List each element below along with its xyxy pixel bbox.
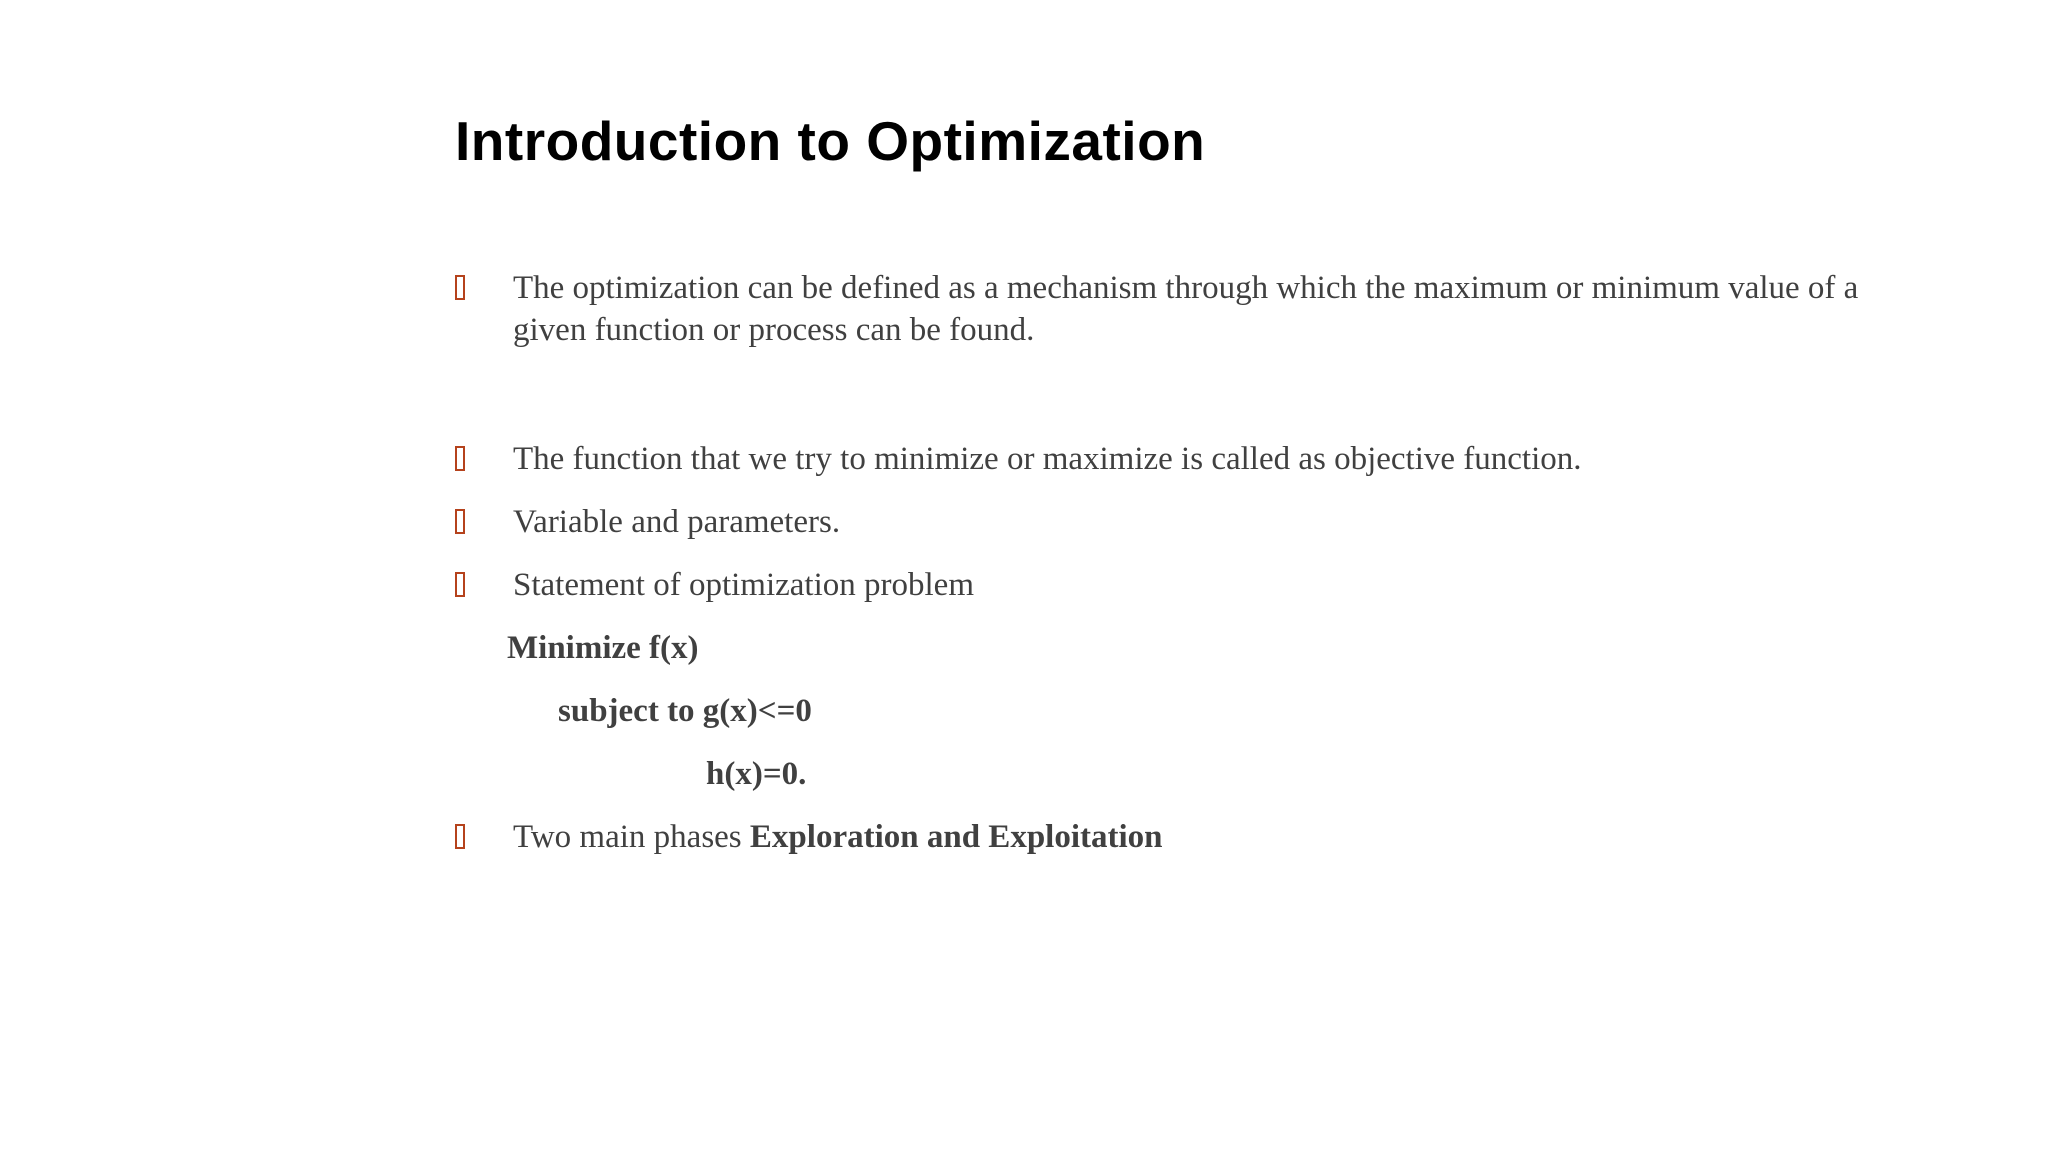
square-bullet-icon xyxy=(455,275,465,300)
square-bullet-icon xyxy=(455,572,465,597)
bullet-text-5-emphasis: Exploration and Exploitation xyxy=(749,819,1163,855)
slide-title: Introduction to Optimization xyxy=(455,110,1206,172)
square-bullet-icon xyxy=(455,509,465,534)
square-bullet-icon xyxy=(455,824,465,849)
bullet-text-3: Variable and parameters. xyxy=(513,504,841,540)
square-bullet-icon xyxy=(455,446,465,471)
formulation-objective: Minimize f(x) xyxy=(507,630,699,666)
formulation-equality-constraint: h(x)=0. xyxy=(706,756,807,792)
bullet-text-1: The optimization can be defined as a mechanism through which the maximum or minimum value of a given function or process can be found. xyxy=(513,270,1859,348)
formulation-inequality-constraint: subject to g(x)<=0 xyxy=(558,693,812,729)
bullet-text-2: The function that we try to minimize or maximize is called as objective function. xyxy=(513,441,1582,477)
bullet-text-5-prefix: Two main phases xyxy=(513,819,750,855)
bullet-text-4: Statement of optimization problem xyxy=(513,567,974,603)
bullet-text-5 xyxy=(513,816,1163,858)
